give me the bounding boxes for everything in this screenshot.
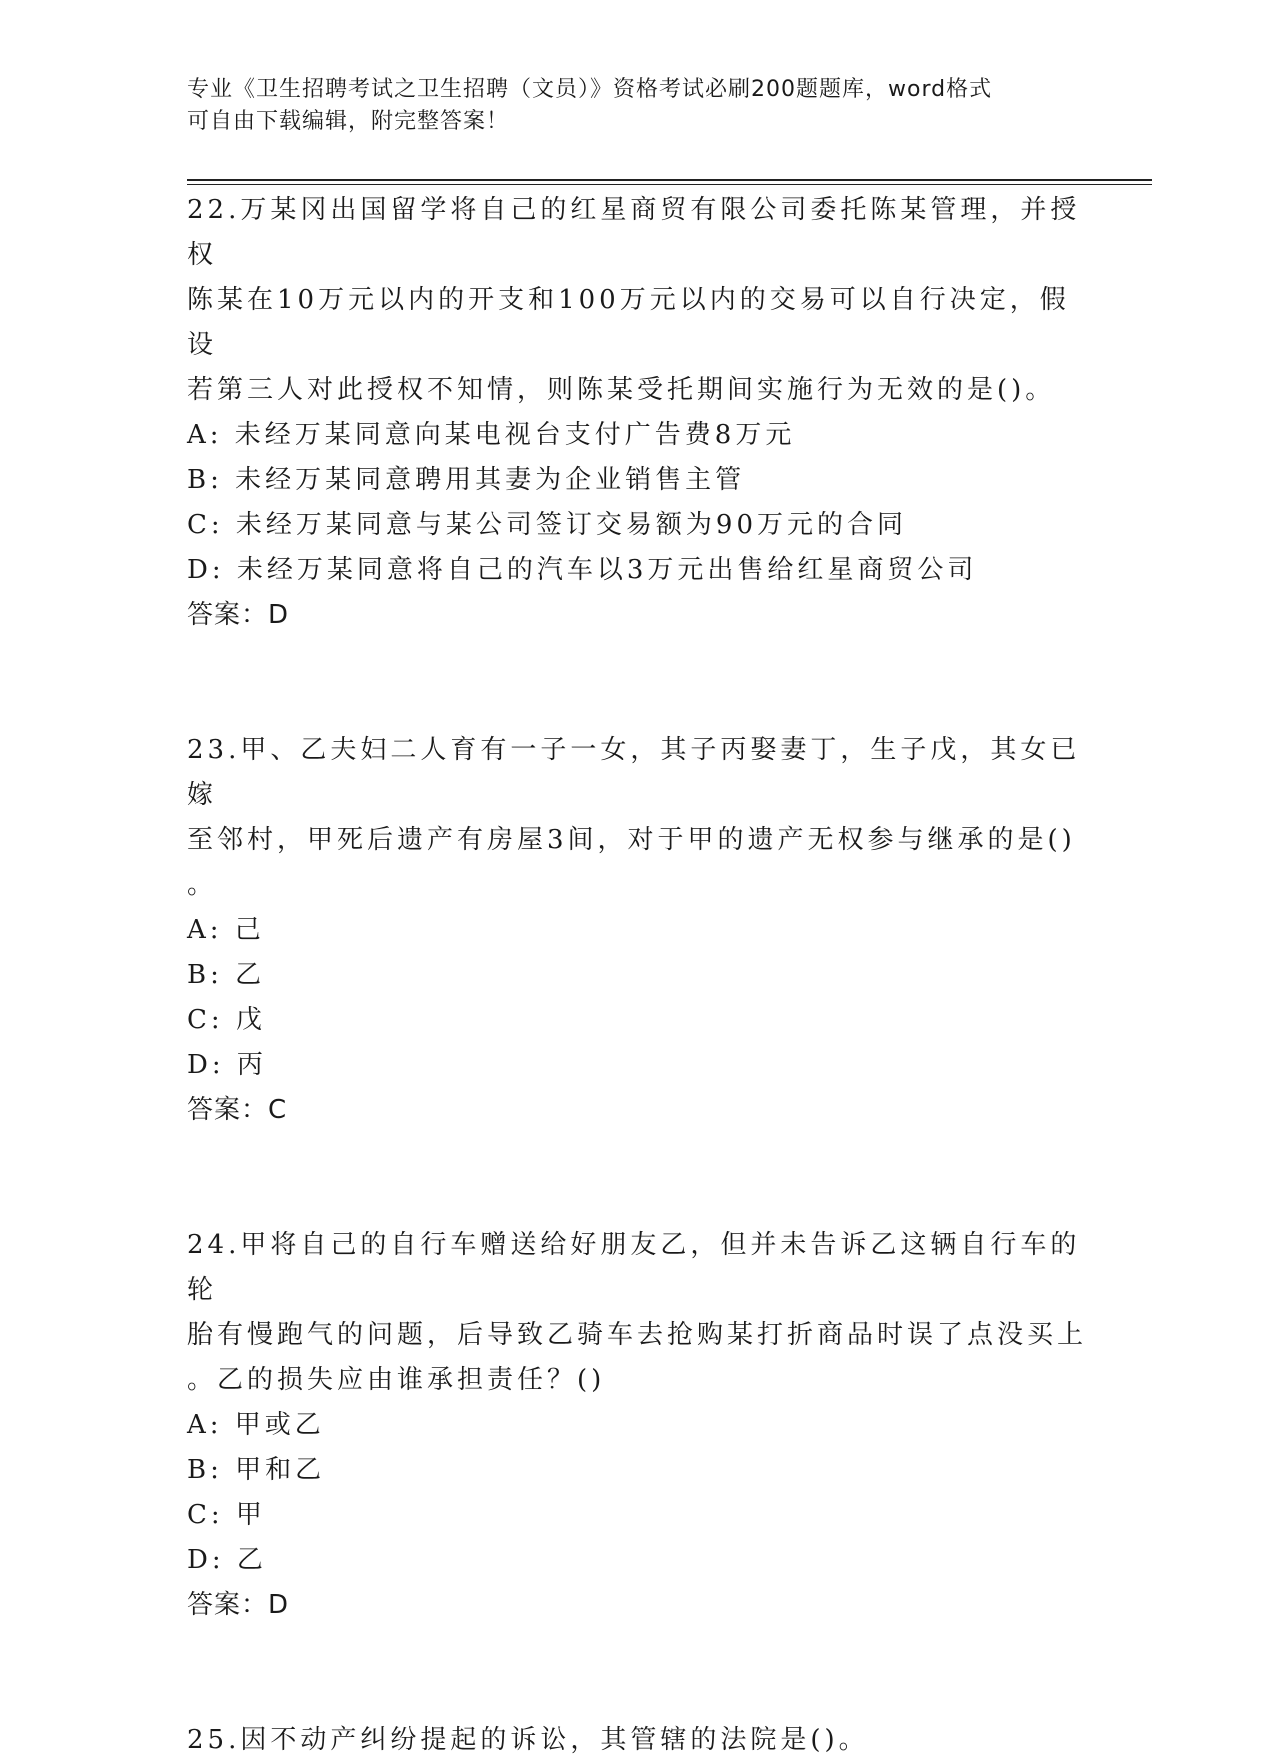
stem-line: 24.甲将自己的自行车赠送给好朋友乙，但并未告诉乙这辆自行车的轮 — [187, 1230, 1081, 1305]
header-divider-thick — [187, 179, 1152, 181]
question-stem — [187, 1718, 1087, 1763]
option-d: D: 丙 — [187, 1050, 267, 1080]
answer-label: 答案：D — [187, 600, 290, 630]
option-b: B: 甲和乙 — [187, 1455, 326, 1485]
spacer — [187, 1133, 1087, 1223]
stem-line: 23.甲、乙夫妇二人育有一子一女，其子丙娶妻丁，生子戊，其女已嫁 — [187, 735, 1081, 810]
stem-line: 25.因不动产纠纷提起的诉讼，其管辖的法院是()。 — [187, 1725, 869, 1755]
document-header — [187, 74, 1067, 138]
spacer — [187, 1628, 1087, 1718]
option-a: A: 未经万某同意向某电视台支付广告费8万元 — [187, 420, 796, 450]
question-stem — [187, 728, 1087, 908]
question-24 — [187, 1223, 1087, 1628]
header-line-2: 可自由下载编辑，附完整答案！ — [187, 109, 510, 134]
stem-line: 。乙的损失应由谁承担责任？() — [187, 1365, 606, 1395]
header-line-1: 专业《卫生招聘考试之卫生招聘（文员）》资格考试必刷200题题库，word格式 — [187, 77, 993, 102]
stem-line: 胎有慢跑气的问题，后导致乙骑车去抢购某打折商品时误了点没买上 — [187, 1320, 1088, 1350]
option-c: C: 戊 — [187, 1005, 266, 1035]
option-d: D: 未经万某同意将自己的汽车以3万元出售给红星商贸公司 — [187, 555, 978, 585]
option-a: A: 己 — [187, 915, 265, 945]
stem-line: 若第三人对此授权不知情，则陈某受托期间实施行为无效的是()。 — [187, 375, 1056, 405]
option-d: D: 乙 — [187, 1545, 267, 1575]
option-a: A: 甲或乙 — [187, 1410, 325, 1440]
header-divider-thin — [187, 184, 1152, 185]
stem-line: 至邻村，甲死后遗产有房屋3间，对于甲的遗产无权参与继承的是() — [187, 825, 1076, 855]
question-23 — [187, 728, 1087, 1133]
answer-label: 答案：D — [187, 1590, 290, 1620]
question-25 — [187, 1718, 1087, 1763]
question-stem — [187, 188, 1087, 413]
option-c: C: 甲 — [187, 1500, 266, 1530]
stem-line: 陈某在10万元以内的开支和100万元以内的交易可以自行决定，假设 — [187, 285, 1070, 360]
option-b: B: 未经万某同意聘用其妻为企业销售主管 — [187, 465, 746, 495]
answer-label: 答案：C — [187, 1095, 288, 1125]
stem-line: 22.万某冈出国留学将自己的红星商贸有限公司委托陈某管理，并授权 — [187, 195, 1081, 270]
option-c: C: 未经万某同意与某公司签订交易额为90万元的合同 — [187, 510, 908, 540]
stem-line: 。 — [187, 870, 218, 900]
question-22 — [187, 188, 1087, 638]
question-list — [187, 188, 1087, 1763]
question-stem — [187, 1223, 1087, 1403]
option-b: B: 乙 — [187, 960, 266, 990]
spacer — [187, 638, 1087, 728]
